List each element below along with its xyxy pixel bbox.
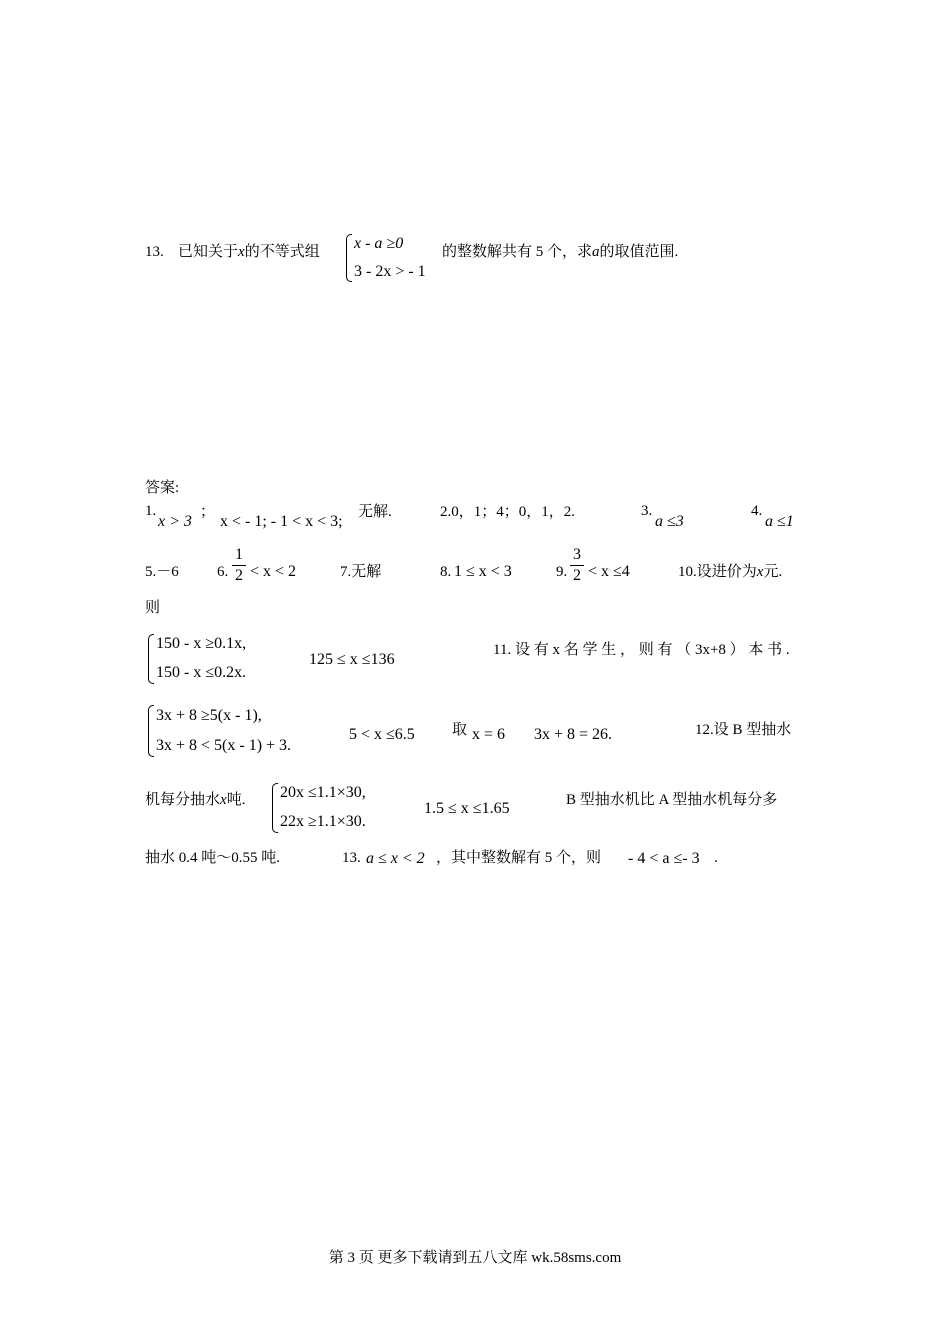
numerator: 3	[573, 546, 581, 563]
answer-12-system	[272, 781, 397, 835]
system-line-2: 150 - x ≤0.2x.	[156, 664, 247, 681]
answer-1-math-1: x > 3	[158, 513, 192, 530]
brace	[148, 634, 154, 684]
system-line-2: 3x + 8 < 5(x - 1) + 3.	[156, 737, 292, 754]
answer-12-text: B 型抽水机比 A 型抽水机每分多	[566, 792, 778, 808]
answer-11-books: 3x + 8 = 26.	[534, 726, 613, 743]
inequality-system	[346, 232, 442, 284]
answer-9-math: < x ≤4	[588, 563, 630, 580]
answer-11-text: 11. 设 有 x 名 学 生 ， 则 有 （ 3x+8 ） 本 书 .	[493, 642, 790, 658]
text-pre: 已知关于	[178, 244, 239, 260]
question-number: 13.	[145, 244, 164, 260]
answer-11-range: 5 < x ≤6.5	[349, 726, 415, 743]
answer-3-math: a ≤3	[655, 513, 684, 530]
text-post-2: 的取值范围.	[599, 244, 679, 260]
answer-13-text: ，其中整数解有 5 个，则	[436, 850, 602, 866]
line-2-pre: 机每分抽水	[145, 792, 221, 808]
answer-9-fraction	[570, 546, 584, 585]
answer-4-math: a ≤1	[765, 513, 794, 530]
answer-4-number: 4.	[751, 503, 763, 519]
answer-10-post: 元.	[763, 564, 783, 580]
answer-13-math-1: a ≤ x < 2	[366, 850, 425, 867]
answer-7: 7.无解	[340, 564, 382, 580]
text-post-1: 的整数解共有 5 个，求	[442, 244, 593, 260]
answer-12-line-2	[145, 790, 245, 810]
answer-12-pre: 12.设 B 型抽水	[695, 722, 792, 738]
line-2-post: 吨.	[226, 792, 246, 808]
inequality-2: 3 - 2x > - 1	[354, 263, 426, 280]
answer-10-then: 则	[145, 600, 161, 616]
system-line-2: 22x ≥1.1×30.	[280, 813, 366, 830]
answer-1-number: 1.	[145, 503, 157, 519]
answer-5: 5.－6	[145, 564, 179, 580]
brace	[272, 783, 278, 833]
brace	[148, 705, 154, 757]
fraction-bar	[570, 565, 584, 566]
answer-8-math: 1 ≤ x < 3	[454, 563, 512, 580]
answer-11-system	[148, 703, 318, 759]
answer-8-number: 8.	[440, 564, 452, 580]
answer-6-number: 6.	[217, 564, 229, 580]
answer-1-separator: ；	[200, 504, 216, 520]
fraction-bar	[232, 565, 246, 566]
page-footer: 第 3 页 更多下载请到五八文库 wk.58sms.com	[328, 1250, 622, 1266]
system-line-1: 3x + 8 ≥5(x - 1),	[156, 707, 262, 724]
system-line-1: 20x ≤1.1×30,	[280, 784, 366, 801]
answer-6-fraction	[232, 546, 246, 585]
question-text-pre	[178, 242, 320, 262]
answer-13-math-2: - 4 < a ≤- 3	[628, 850, 700, 867]
text-mid: 的不等式组	[244, 244, 320, 260]
inequality-1: x - a ≥0	[354, 235, 404, 252]
answer-13-end: .	[714, 850, 718, 866]
brace	[346, 234, 352, 282]
answer-6-math: < x < 2	[250, 563, 297, 580]
answer-11-choice: x = 6	[472, 726, 506, 743]
answer-1-math-2: x < - 1; - 1 < x < 3;	[220, 513, 343, 530]
answer-9-number: 9.	[556, 564, 568, 580]
denominator: 2	[235, 567, 243, 584]
answer-1-none: 无解.	[358, 504, 392, 520]
numerator: 1	[235, 546, 243, 563]
var-a: a	[592, 244, 600, 260]
answer-10-var: x	[756, 564, 764, 580]
var-x: x	[238, 244, 245, 260]
answer-2: 2.0，1；4；0，1，2.	[440, 504, 576, 520]
answer-3-number: 3.	[641, 503, 653, 519]
answer-10-system	[148, 632, 283, 686]
answer-12-var: x	[220, 792, 227, 808]
answers-heading: 答案:	[145, 480, 180, 496]
answer-10-result: 125 ≤ x ≤136	[309, 651, 395, 668]
answer-12-line-3: 抽水 0.4 吨～0.55 吨.	[145, 850, 281, 866]
answer-12-result: 1.5 ≤ x ≤1.65	[424, 800, 510, 817]
answer-13-number: 13.	[342, 850, 361, 866]
answer-10-pre: 10.设进价为	[678, 564, 757, 580]
question-text-post	[442, 242, 678, 262]
system-line-1: 150 - x ≥0.1x,	[156, 635, 247, 652]
answer-11-take: 取	[452, 722, 468, 738]
denominator: 2	[573, 567, 581, 584]
answer-10-text	[678, 562, 782, 582]
